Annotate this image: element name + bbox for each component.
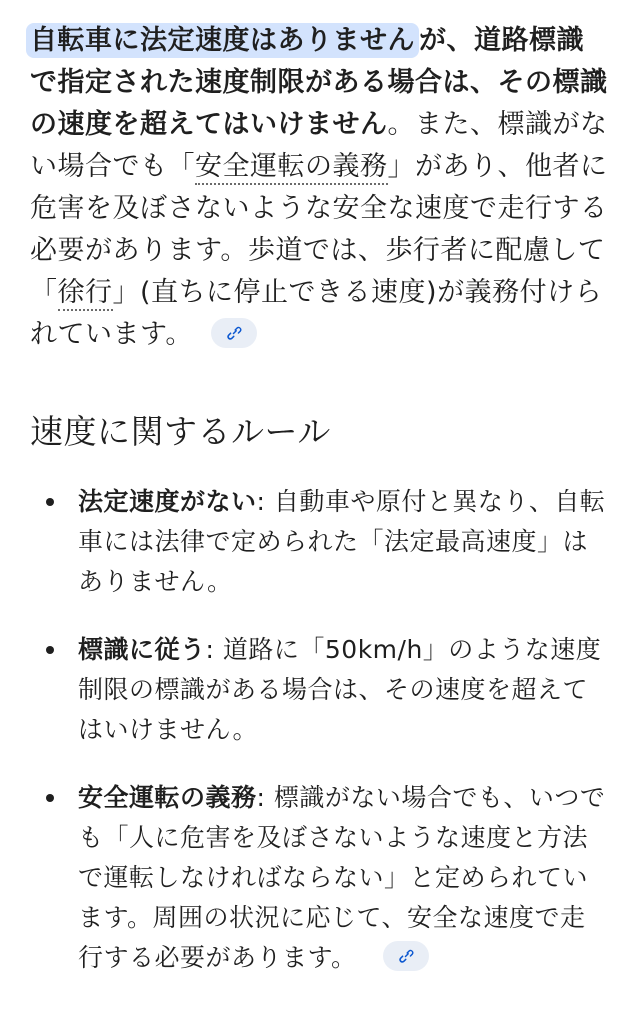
- rule-body: : 道路に「50km/h」のような速度制限の標識がある場合は、その速度を超えてはいけません。: [78, 635, 602, 744]
- intro-paragraph: [30, 20, 610, 356]
- bullet: [46, 646, 54, 654]
- link-icon: [225, 324, 243, 342]
- highlighted-text[interactable]: 自転車に法定速度はありません: [26, 23, 419, 58]
- source-link-button[interactable]: [383, 941, 429, 971]
- term-jokou[interactable]: 徐行: [58, 277, 113, 311]
- intro-text-3: 」(直ちに停止できる速度)が義務付けられています。: [30, 277, 603, 350]
- rule-title: 標識に従う: [78, 635, 206, 664]
- list-item: [30, 778, 610, 978]
- rule-title: 法定速度がない: [78, 487, 257, 516]
- section-heading: 速度に関するルール: [30, 412, 331, 451]
- list-item: [30, 630, 610, 750]
- rule-body: : 標識がない場合でも、いつでも「人に危害を及ぼさないような速度と方法で運転しなければならない」と定められています。周囲の状況に応じて、安全な速度で走行する必要があります。: [78, 783, 606, 972]
- intro-text-1: 。また、標識がない場合でも「: [30, 109, 608, 182]
- bullet: [46, 498, 54, 506]
- rules-list: [30, 482, 610, 978]
- term-safe-driving-duty[interactable]: 安全運転の義務: [195, 151, 388, 185]
- link-icon: [397, 947, 415, 965]
- bullet: [46, 794, 54, 802]
- rule-body: : 自動車や原付と異なり、自転車には法律で定められた「法定最高速度」はありません。: [78, 487, 606, 596]
- intro-text-2: 」があり、他者に危害を及ぼさないような安全な速度で走行する必要があります。歩道では、歩行者に配慮して「: [30, 151, 608, 308]
- source-link-button[interactable]: [211, 318, 257, 348]
- response-content: [30, 20, 610, 1006]
- rule-title: 安全運転の義務: [78, 783, 257, 812]
- intro-bold-text: 道路標識で指定された速度制限がある場合は、その標識の速度を超えてはいけません: [30, 25, 608, 140]
- list-item: [30, 482, 610, 602]
- intro-text-after-highlight: が、: [419, 25, 474, 56]
